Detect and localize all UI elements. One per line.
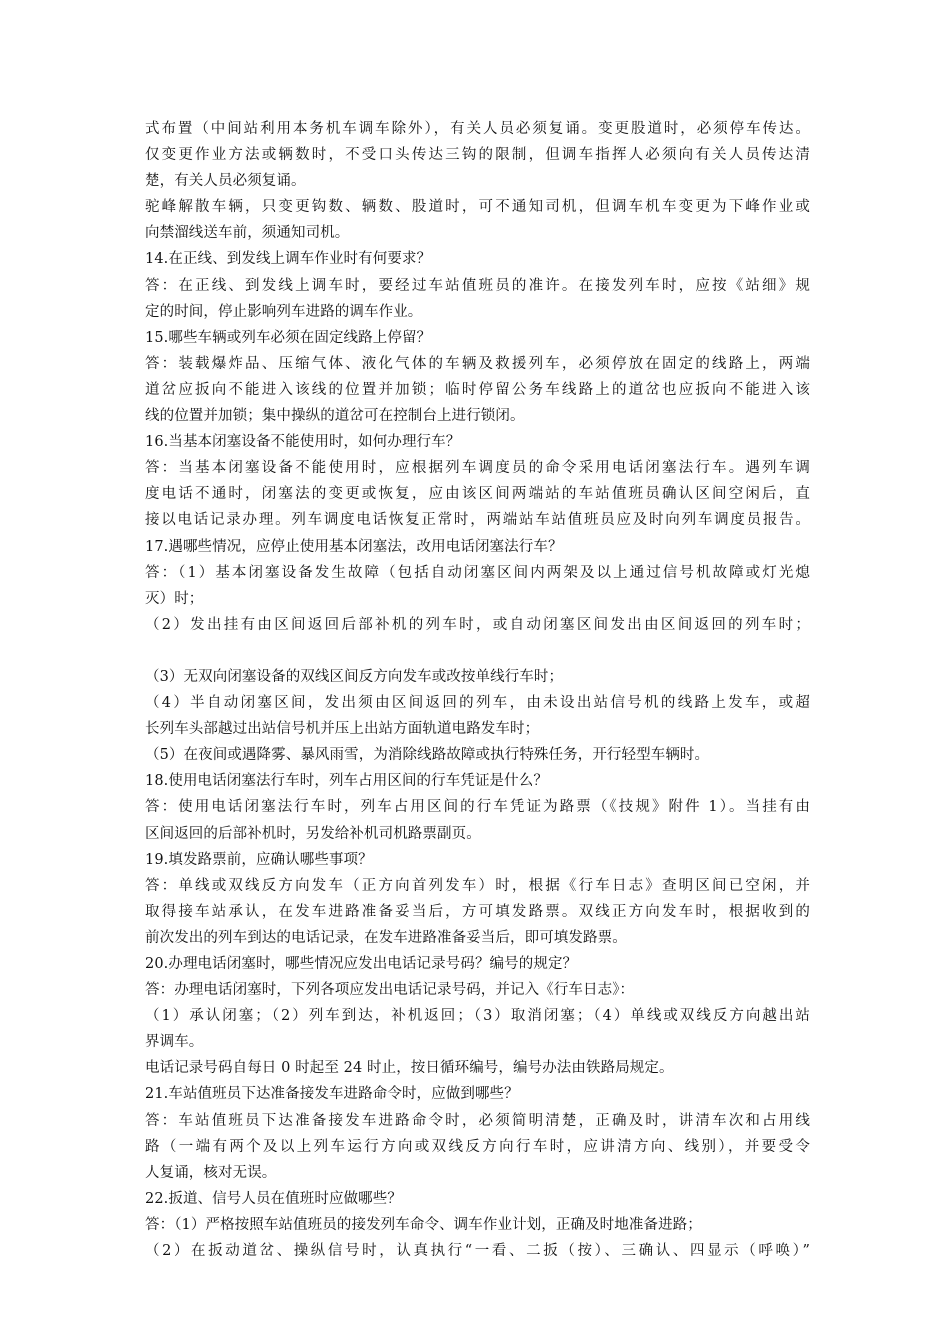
text-line: （1）承认闭塞；（2）列车到达，补机返回；（3）取消闭塞；（4）单线或双线反方向越出站 (145, 1008, 810, 1025)
text-line: （2）在扳动道岔、操纵信号时，认真执行“一看、二扳（按）、三确认、四显示（呼唤）” (145, 1243, 810, 1260)
document-body (145, 116, 810, 1264)
text-line: 式布置（中间站利用本务机车调车除外），有关人员必须复诵。变更股道时，必须停车传达。 (145, 121, 810, 137)
text-line: 答：在正线、到发线上调车时，要经过车站值班员的准许。在接发列车时，应按《站细》规 (145, 277, 810, 294)
text-line: 答：装载爆炸品、压缩气体、液化气体的车辆及救援列车，必须停放在固定的线路上，两端 (145, 355, 810, 372)
text-line: 20.办理电话闭塞时，哪些情况应发出电话记录号码？编号的规定？ (145, 956, 578, 972)
text-line: （5）在夜间或遇降雾、暴风雨雪，为消除线路故障或执行特殊任务，开行轻型车辆时。 (145, 747, 710, 764)
text-line: 向禁溜线送车前，须通知司机。 (145, 225, 350, 242)
text-line: 答：当基本闭塞设备不能使用时，应根据列车调度员的命令采用电话闭塞法行车。遇列车调 (145, 460, 810, 477)
text-line: 仅变更作业方法或辆数时，不受口头传达三钩的限制，但调车指挥人必须向有关人员传达清 (145, 147, 810, 164)
text-line: 区间返回的后部补机时，另发给补机司机路票副页。 (145, 825, 481, 842)
text-line: 驼峰解散车辆，只变更钩数、辆数、股道时，可不通知司机，但调车机车变更为下峰作业或 (145, 199, 810, 216)
text-line: 答：车站值班员下达准备接发车进路命令时，必须简明清楚，正确及时，讲清车次和占用线 (145, 1112, 810, 1129)
text-line: 答：（1）严格按照车站值班员的接发列车命令、调车作业计划，正确及时地准备进路； (145, 1216, 702, 1233)
text-line: 人复诵，核对无误。 (145, 1164, 277, 1181)
text-line: 答：使用电话闭塞法行车时，列车占用区间的行车凭证为路票（《技规》附件 1）。当挂有由 (145, 799, 810, 816)
text-line: 17.遇哪些情况，应停止使用基本闭塞法，改用电话闭塞法行车？ (145, 538, 563, 555)
text-line: 19.填发路票前，应确认哪些事项？ (145, 851, 373, 868)
text-line: （4）半自动闭塞区间，发出须由区间返回的列车，由未设出站信号机的线路上发车，或超 (145, 695, 810, 712)
text-line: 21.车站值班员下达准备接发车进路命令时，应做到哪些？ (145, 1086, 519, 1103)
text-line: 路（一端有两个及以上列车运行方向或双线反方向行车时，应讲清方向、线别），并要受令 (145, 1138, 810, 1155)
text-line: 答：办理电话闭塞时，下列各项应发出电话记录号码，并记入《行车日志》： (145, 982, 635, 999)
text-line: 电话记录号码自每日 0 时起至 24 时止，按日循环编号，编号办法由铁路局规定。 (145, 1060, 674, 1077)
text-line: 界调车。 (145, 1034, 204, 1051)
text-line: 道岔应扳向不能进入该线的位置并加锁；临时停留公务车线路上的道岔也应扳向不能进入该 (145, 381, 810, 398)
blank-line (145, 638, 810, 664)
text-line: 16.当基本闭塞设备不能使用时，如何办理行车？ (145, 434, 461, 451)
text-line: 接以电话记录办理。列车调度电话恢复正常时，两端站车站值班员应及时向列车调度员报告。 (145, 512, 810, 529)
text-line: 答：（1）基本闭塞设备发生故障（包括自动闭塞区间内两架及以上通过信号机故障或灯光熄 (145, 564, 810, 581)
text-line: 线的位置并加锁；集中操纵的道岔可在控制台上进行锁闭。 (145, 408, 525, 425)
text-line: 前次发出的列车到达的电话记录，在发车进路准备妥当后，即可填发路票。 (145, 929, 627, 946)
text-line: 灭）时； (145, 590, 204, 607)
text-line: 度电话不通时，闭塞法的变更或恢复，应由该区间两端站的车站值班员确认区间空闲后，直 (145, 486, 810, 503)
text-line: 18.使用电话闭塞法行车时，列车占用区间的行车凭证是什么？ (145, 773, 548, 790)
text-line: 答：单线或双线反方向发车（正方向首列发车）时，根据《行车日志》查明区间已空闲，并 (145, 877, 810, 894)
text-line: 15.哪些车辆或列车必须在固定线路上停留？ (145, 329, 432, 346)
text-line: （3）无双向闭塞设备的双线区间反方向发车或改按单线行车时； (145, 668, 564, 685)
text-line: 定的时间，停止影响列车进路的调车作业。 (145, 303, 423, 320)
text-line: 长列车头部越过出站信号机并压上出站方面轨道电路发车时； (145, 721, 540, 738)
text-line: （2）发出挂有由区间返回后部补机的列车时，或自动闭塞区间发出由区间返回的列车时； (145, 616, 810, 633)
text-line: 14.在正线、到发线上调车作业时有何要求？ (145, 251, 432, 268)
text-line: 楚，有关人员必须复诵。 (145, 173, 306, 190)
text-line: 取得接车站承认，在发车进路准备妥当后，方可填发路票。双线正方向发车时，根据收到的 (145, 903, 810, 920)
text-line: 22.扳道、信号人员在值班时应做哪些？ (145, 1190, 402, 1207)
